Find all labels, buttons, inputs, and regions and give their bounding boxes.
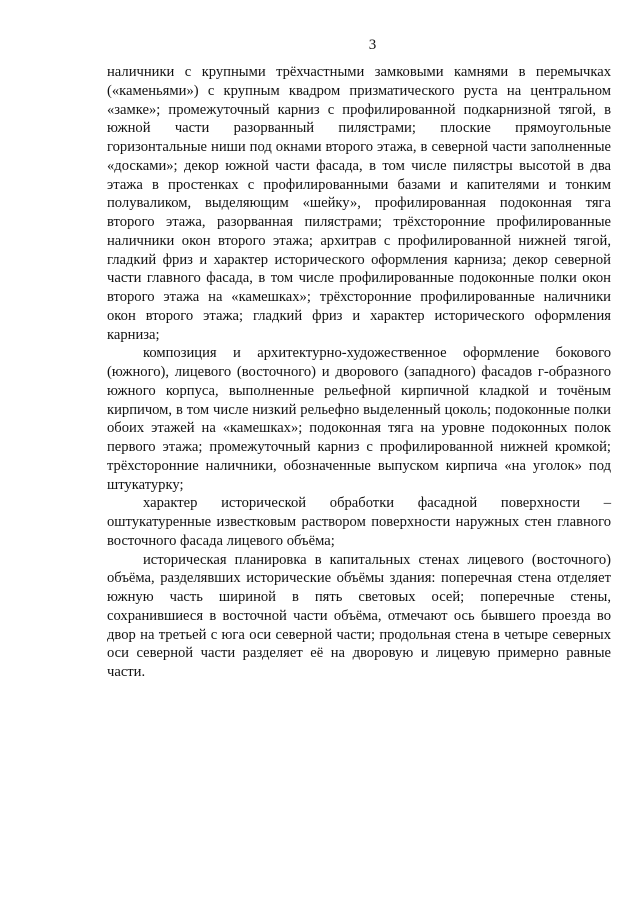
document-body	[107, 63, 611, 682]
paragraph-historical-layout: историческая планировка в капитальных стенах лицевого (восточного) объёма, разделявших исторические объёмы здания: поперечная стена отделяет южную часть шириной в пять световых осей; поперечные стены, сохранившиеся в восточной части объёма, отмечают ось бывшего проезда во двор на третьей с юга оси северной части; продольная стена в четыре северных оси северной части разделяет её на дворовую и лицевую примерно равные части.	[107, 551, 611, 680]
paragraph-surface-treatment: характер исторической обработки фасадной поверхности – оштукатуренные известковым раствором поверхности наружных стен главного восточного фасада лицевого объёма;	[107, 495, 611, 549]
paragraph-facade-decor: наличники с крупными трёхчастными замковыми камнями в перемычках («каменьями») с крупным квадром призматического руста на центральном «замке»; промежуточный карниз с профилированной подкарнизной тягой, в южной части разорванный пилястрами; плоские прямоугольные горизонтальные ниши под окнами второго этажа, в северной части заполненные «досками»; декор южной части фасада, в том числе пилястры высотой в два этажа в простенках с профилированными базами и капителями и тонким полуваликом, выделяющим «шейку», профилированная подоконная тяга второго этажа, разорванная пилястрами; трёхсторонние профилированные наличники окон второго этажа; архитрав с профилированной нижней тягой, гладкий фриз и характер исторического оформления карниза; декор северной части главного фасада, в том числе профилированные подоконные полки окон второго этажа на «камешках»; трёхсторонние профилированные наличники окон второго этажа; гладкий фриз и характер исторического оформления карниза;	[107, 64, 611, 343]
page-number: 3	[368, 37, 377, 53]
paragraph-south-wing-composition: композиция и архитектурно-художественное оформление бокового (южного), лицевого (восточного) и дворового (западного) фасадов г-образного южного корпуса, выполненные рельефной кирпичной кладкой и точёным кирпичом, в том числе низкий рельефно выделенный цоколь; подоконные полки обоих этажей на «камешках»; подоконная тяга на уровне подоконных полок первого этажа; промежуточный карниз с профилированной нижней кромкой; трёхсторонние наличники, обозначенные выпуском кирпича «на уголок» под штукатурку;	[107, 345, 611, 493]
